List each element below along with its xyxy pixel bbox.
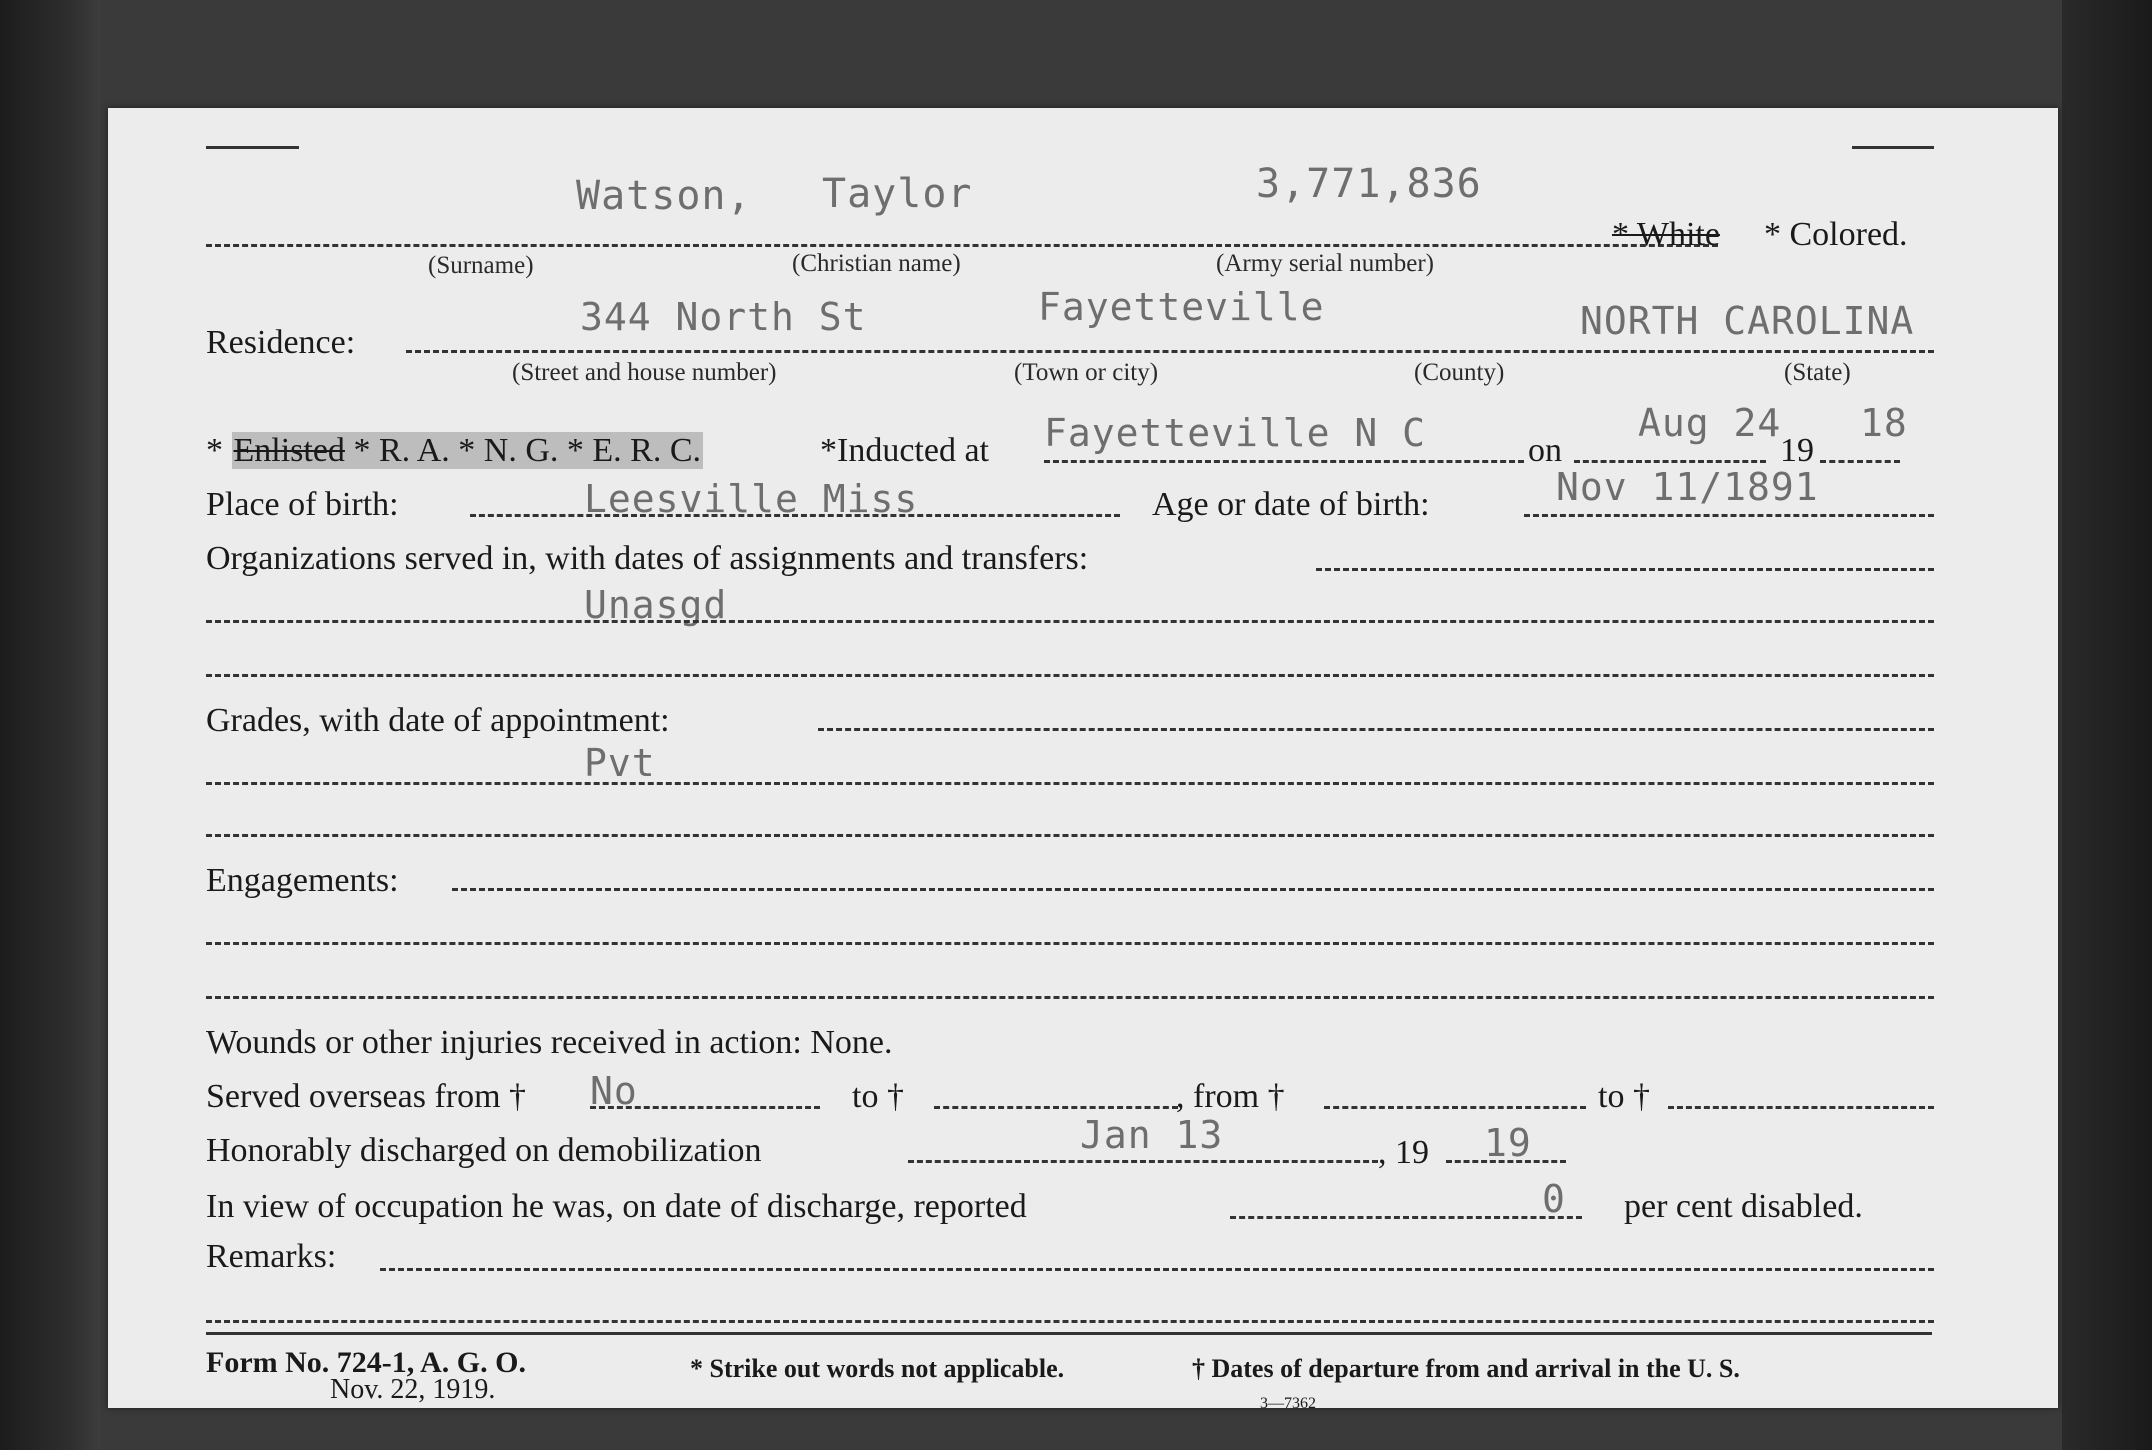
serial-number-caption: (Army serial number) [1216,250,1434,277]
percent-disabled-value: 0 [1542,1177,1566,1221]
town-caption: (Town or city) [1014,359,1159,386]
grades-label: Grades, with date of appointment: [206,702,670,739]
residence-line [406,350,1934,353]
remarks-line-2 [206,1320,1934,1323]
overseas-to-label: to † [852,1078,904,1115]
overseas-to2-label: to † [1598,1078,1650,1115]
inducted-date-line [1574,460,1766,463]
discharged-label: Honorably discharged on demobilization [206,1132,762,1169]
state-value: NORTH CAROLINA [1580,299,1915,343]
race-colored-label: * Colored. [1764,216,1908,253]
wounds-label: Wounds or other injuries received in action: None. [206,1024,893,1061]
service-record-card [108,108,2058,1412]
inducted-place-value: Fayetteville N C [1044,411,1427,455]
top-left-rule [206,146,299,149]
scan-border-left [0,0,100,1450]
scan-border-right [2062,0,2152,1450]
engagements-label: Engagements: [206,862,399,899]
grade-value: Pvt [584,741,656,785]
remarks-label: Remarks: [206,1238,337,1275]
inducted-place-line [1044,460,1524,463]
overseas-from2-label: , from † [1176,1078,1285,1115]
discharge-date-line [908,1160,1378,1163]
name-line [206,244,1718,247]
inducted-label: *Inducted at [820,432,989,469]
organizations-line-2 [206,620,1934,623]
organizations-label: Organizations served in, with dates of assignments and transfers: [206,540,1089,577]
footer-rule [206,1332,1932,1335]
inducted-year-value: 18 [1860,401,1908,445]
discharge-year-value: 19 [1484,1121,1532,1165]
town-value: Fayetteville [1038,285,1325,329]
engagements-line-2 [206,942,1934,945]
occupation-line [1230,1216,1582,1219]
age-label: Age or date of birth: [1152,486,1430,523]
star-marker: * [206,432,223,469]
enlistment-type-line [206,434,703,468]
grades-line-2 [206,782,1934,785]
overseas-label: Served overseas from † [206,1078,527,1115]
surname-value: Watson, [576,173,752,219]
grades-line-3 [206,834,1934,837]
organization-value: Unasgd [584,583,728,627]
discharge-year-line [1446,1160,1566,1163]
date-of-birth-line [1524,514,1934,517]
form-date: Nov. 22, 1919. [330,1374,496,1405]
place-of-birth-line [470,514,1120,517]
overseas-from2-line [1324,1106,1586,1109]
surname-caption: (Surname) [428,252,534,279]
engagements-line-3 [206,996,1934,999]
remarks-line-1 [380,1268,1934,1271]
discharge-date-value: Jan 13 [1080,1113,1224,1157]
christian-name-value: Taylor [822,171,973,217]
overseas-from-value: No [590,1069,638,1113]
street-caption: (Street and house number) [512,359,777,386]
organizations-line-3 [206,674,1934,677]
place-of-birth-label: Place of birth: [206,486,399,523]
form-number: Form No. 724-1, A. G. O. [206,1346,526,1379]
place-of-birth-value: Leesville Miss [584,477,919,521]
county-caption: (County) [1414,359,1505,386]
overseas-to2-line [1668,1106,1934,1109]
residence-label: Residence: [206,324,356,361]
discharge-year-prefix: , 19 [1378,1134,1429,1171]
dates-note: † Dates of departure from and arrival in the U. S. [1192,1354,1740,1383]
overseas-to-line [934,1106,1178,1109]
strike-out-note: * Strike out words not applicable. [690,1354,1065,1383]
organizations-line-1 [1316,568,1934,571]
on-label: on [1528,432,1562,469]
year-prefix-label: 19 [1780,432,1814,469]
engagements-line-1 [452,888,1934,891]
state-caption: (State) [1784,359,1851,386]
print-code: 3—7362 [1260,1395,1316,1412]
street-value: 344 North St [580,295,867,339]
enlisted-struck: Enlisted * R. A. * N. G. * E. R. C. [233,432,702,469]
race-white-label: * White [1612,216,1720,253]
inducted-date-value: Aug 24 [1638,401,1782,445]
top-right-rule [1852,146,1934,149]
inducted-year-line [1820,460,1900,463]
percent-label: per cent disabled. [1624,1188,1863,1225]
christian-name-caption: (Christian name) [792,250,961,277]
date-of-birth-value: Nov 11/1891 [1556,465,1819,509]
occupation-label: In view of occupation he was, on date of discharge, reported [206,1188,1027,1225]
grades-line-1 [818,728,1934,731]
overseas-from-line [590,1106,820,1109]
serial-number-value: 3,771,836 [1256,161,1482,207]
